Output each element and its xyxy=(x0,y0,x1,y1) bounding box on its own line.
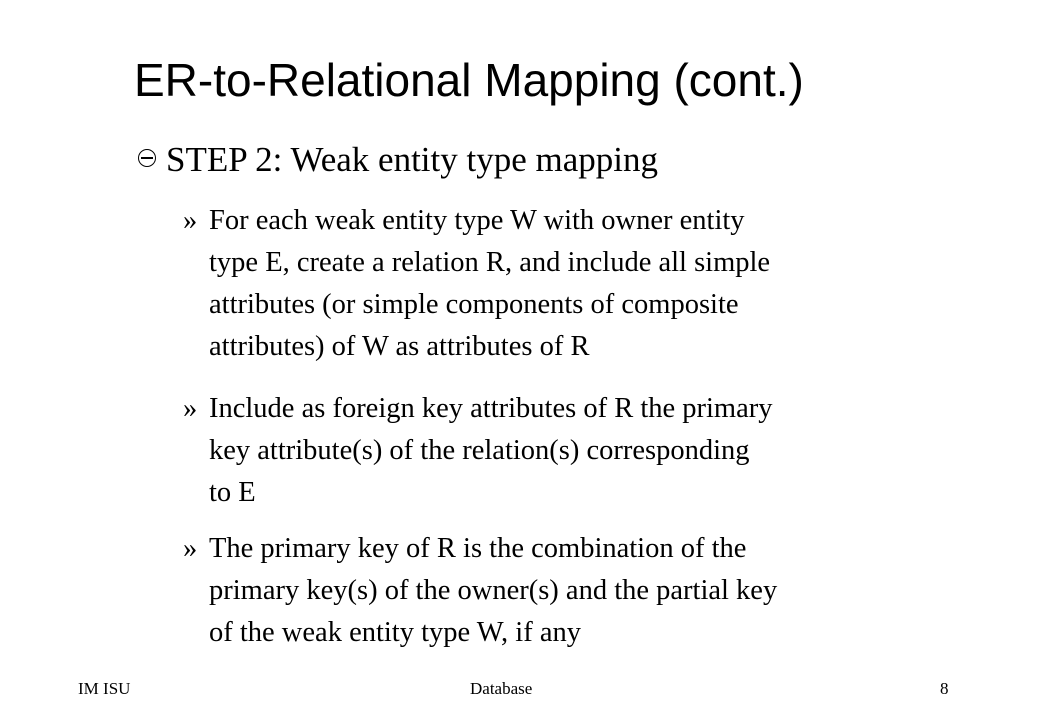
sub-item-line: primary key(s) of the owner(s) and the partial key xyxy=(209,575,778,606)
sub-item-line: The primary key of R is the combination of the xyxy=(209,533,747,564)
bullet-text: STEP 2: Weak entity type mapping xyxy=(166,140,658,179)
sub-marker-icon: » xyxy=(183,393,198,424)
sub-item-line: of the weak entity type W, if any xyxy=(209,617,581,648)
sub-item-line: type E, create a relation R, and include all simple xyxy=(209,247,771,278)
sub-item-2 xyxy=(183,388,773,514)
sub-item-line: to E xyxy=(209,477,256,508)
sub-marker-icon: » xyxy=(183,205,198,236)
footer-left: IM ISU xyxy=(78,679,131,698)
sub-item-3 xyxy=(183,528,777,654)
sub-item-line: attributes) of W as attributes of R xyxy=(209,331,590,362)
sub-item-line: Include as foreign key attributes of R the primary xyxy=(209,393,773,424)
footer-center: Database xyxy=(470,679,533,698)
sub-item-1 xyxy=(183,200,770,368)
bullet-step-2 xyxy=(138,138,658,182)
sub-item-line: attributes (or simple components of composite xyxy=(209,289,739,320)
sub-item-line: For each weak entity type W with owner entity xyxy=(209,205,745,236)
sub-item-line: key attribute(s) of the relation(s) corresponding xyxy=(209,435,750,466)
bullet-icon xyxy=(138,149,156,167)
slide-title: ER-to-Relational Mapping (cont.) xyxy=(134,54,804,106)
page-number: 8 xyxy=(940,679,949,698)
sub-marker-icon: » xyxy=(183,533,198,564)
